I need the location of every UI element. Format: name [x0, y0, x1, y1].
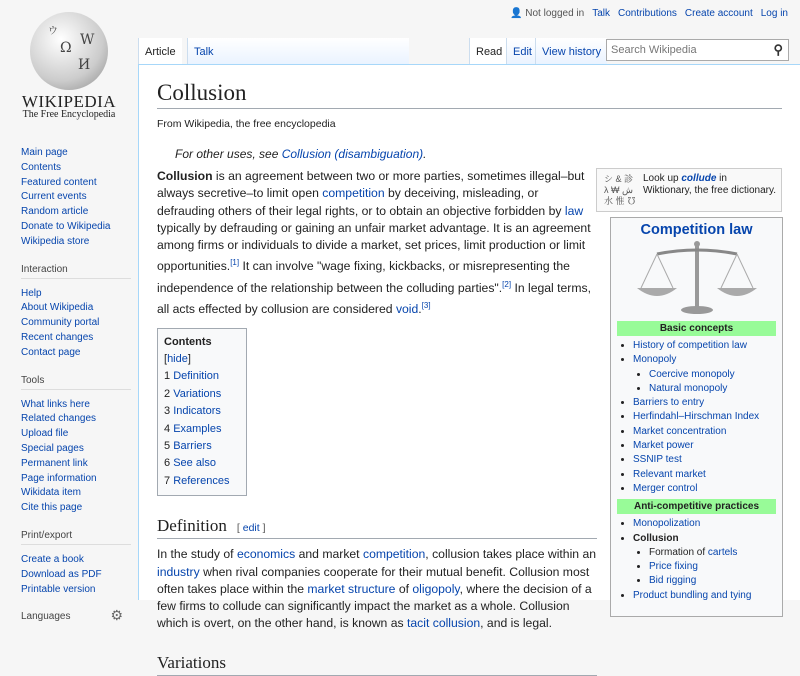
tab-talk-label: Talk: [194, 46, 214, 58]
toc-title: Contents: [164, 335, 212, 348]
sidebar-item[interactable]: Contact page: [21, 346, 81, 358]
sidebar-item[interactable]: Create a book: [21, 553, 84, 565]
log-in-link[interactable]: Log in: [760, 8, 788, 19]
sidebar-item[interactable]: Contents: [21, 161, 62, 173]
tabs: [138, 36, 800, 64]
tools-heading: Tools: [21, 375, 131, 390]
sidebar-item[interactable]: Main page: [21, 147, 68, 158]
infobox-link[interactable]: Merger control: [633, 482, 698, 494]
infobox-title[interactable]: Competition law: [640, 222, 753, 238]
infobox-item: [633, 396, 776, 410]
tagline: The Free Encyclopedia: [22, 109, 116, 120]
scales-of-justice-icon: [617, 238, 776, 318]
text: .: [423, 147, 427, 161]
toc-link[interactable]: References: [173, 474, 230, 487]
toc-item[interactable]: [164, 421, 240, 438]
link[interactable]: economics: [236, 547, 296, 562]
status-text: Not logged in: [525, 8, 585, 19]
text: In legal terms, all acts effected by collusion are considered: [157, 280, 591, 317]
toc-item[interactable]: [164, 403, 240, 420]
infobox-link[interactable]: Natural monopoly: [649, 382, 728, 394]
sidebar-item[interactable]: Random article: [21, 206, 89, 218]
toc-link[interactable]: Indicators: [173, 405, 221, 418]
text: of: [395, 581, 413, 596]
toc-number: 7: [164, 474, 171, 487]
wikipedia-logo[interactable]: [0, 0, 138, 130]
sidebar-item[interactable]: Help: [21, 287, 42, 299]
globe-icon: Ω W И ウ: [30, 12, 108, 90]
text: , and is legal.: [480, 616, 552, 631]
sidebar: [21, 146, 131, 633]
group-header-anti-competitive-practices: Anti-competitive practices: [617, 499, 776, 514]
infobox-item: [633, 425, 776, 439]
wikt-post: in Wiktionary, the free dictionary.: [643, 173, 777, 196]
text: typically by defrauding or gaining an unfair market advantage. It is an agreement among firms or individuals to divide a market, set prices, limit production or limit opportunities.: [157, 220, 591, 274]
text: In the study of: [157, 547, 237, 562]
definition-heading: Definition [ edit ]: [157, 516, 597, 539]
wiktionary-box: [596, 168, 782, 212]
group-header-basic-concepts: Basic concepts: [617, 321, 776, 336]
sidebar-item[interactable]: Page information: [21, 472, 97, 484]
toc-number: 2: [164, 387, 171, 400]
sidebar-item[interactable]: About Wikipedia: [21, 302, 94, 314]
infobox-item: [649, 368, 776, 382]
link[interactable]: industry: [157, 564, 200, 579]
infobox-link[interactable]: Relevant market: [633, 468, 706, 480]
sidebar-item[interactable]: Permanent link: [21, 457, 88, 469]
wiktionary-link[interactable]: collude: [681, 173, 717, 184]
infobox-item: [633, 339, 776, 353]
infobox-link[interactable]: History of competition law: [633, 340, 747, 351]
text: .: [418, 302, 422, 317]
content: [138, 64, 800, 672]
personal-tools: [510, 8, 788, 19]
site-sub: From Wikipedia, the free encyclopedia: [157, 118, 336, 130]
infobox-link[interactable]: Market power: [633, 440, 694, 452]
toc-number: 3: [164, 405, 171, 418]
gear-icon[interactable]: ⚙: [110, 607, 123, 624]
infobox-link[interactable]: Price fixing: [649, 561, 698, 573]
interaction-heading: Interaction: [21, 264, 131, 279]
infobox-item: [633, 468, 776, 482]
infobox-link[interactable]: Product bundling and tying: [633, 589, 752, 601]
sidebar-item[interactable]: Community portal: [21, 317, 100, 329]
sidebar-item[interactable]: Printable version: [21, 583, 96, 595]
tab-view-history[interactable]: View history: [535, 38, 607, 64]
toc-link[interactable]: Variations: [173, 387, 222, 400]
text: For other uses, see: [175, 147, 282, 161]
link[interactable]: Collusion (disambiguation): [281, 147, 424, 161]
sidebar-item[interactable]: Special pages: [21, 442, 84, 454]
infobox-item: [633, 482, 776, 496]
variations-heading: Variations: [157, 653, 597, 676]
sidebar-item[interactable]: Donate to Wikipedia: [21, 220, 111, 232]
table-of-contents: Contents [hide] 1 Definition 2 Variations 3 Indicators 4 Examples 5 Barriers 6 See also 7 References: [157, 328, 247, 497]
tab-article[interactable]: Article: [138, 38, 182, 64]
languages-heading: [21, 607, 131, 625]
infobox-link[interactable]: Coercive monopoly: [649, 368, 735, 380]
text: , collusion takes place within an: [425, 547, 597, 562]
sidebar-item[interactable]: Current events: [21, 191, 87, 203]
sidebar-item[interactable]: Download as PDF: [21, 568, 102, 580]
infobox-link[interactable]: Bid rigging: [649, 575, 697, 587]
wordmark: WIKIPEDIA: [21, 92, 117, 111]
intro-paragraph: [157, 168, 597, 319]
infobox-item: [649, 560, 776, 574]
link[interactable]: competition: [322, 186, 385, 201]
definition-paragraph: [157, 546, 597, 632]
infobox-item: [649, 546, 776, 560]
infobox-item: [633, 439, 776, 453]
toc-item[interactable]: [164, 368, 240, 385]
infobox-link[interactable]: Monopolization: [633, 518, 701, 530]
sidebar-item[interactable]: Wikipedia store: [21, 235, 90, 247]
create-account-link[interactable]: Create account: [684, 8, 753, 19]
wikt-pre: Look up: [643, 173, 682, 184]
link[interactable]: oligopoly: [412, 581, 460, 596]
text: It can involve "wage fixing, kickbacks, or misrepresenting the independence of the relationship between the colluding parties".: [157, 259, 570, 295]
citation-link[interactable]: [2]: [502, 279, 512, 289]
toc-link[interactable]: Barriers: [173, 440, 212, 452]
wiktionary-icon: シ & 診 λ ₩ ش 水 惟 ℧: [604, 174, 637, 206]
languages-label: Languages: [21, 611, 71, 623]
infobox-item: [649, 574, 776, 588]
search-icon[interactable]: ⚲: [773, 42, 783, 57]
infobox-link[interactable]: Barriers to entry: [633, 397, 705, 409]
text: when rival companies cooperate for their mutual benefit. Collusion most often takes place within the: [157, 564, 590, 596]
infobox-item: [633, 353, 776, 367]
infobox-item: [633, 410, 776, 424]
sidebar-item[interactable]: Recent changes: [21, 331, 94, 343]
infobox-item: [633, 517, 776, 531]
infobox-item: [633, 589, 776, 603]
toc-number: 6: [164, 457, 171, 470]
infobox-link[interactable]: Herfindahl–Hirschman Index: [633, 411, 760, 423]
text: and market: [295, 547, 363, 562]
link[interactable]: tacit collusion: [406, 616, 481, 631]
toc-item[interactable]: [164, 455, 240, 472]
contributions-link[interactable]: Contributions: [618, 8, 677, 19]
hatnote: [175, 147, 782, 161]
toc-number: 4: [164, 422, 171, 435]
sidebar-item[interactable]: What links here: [21, 398, 90, 410]
text: , where the decision of a few firms to collude can significantly impact the market as a whole. Collusion which is overt, on the other hand, is known as: [157, 581, 592, 631]
definition-heading-text: Definition: [157, 516, 227, 536]
sidebar-item[interactable]: Wikidata item: [21, 487, 82, 499]
bold-term: Collusion: [157, 169, 213, 183]
current-page-item: Collusion: [633, 532, 679, 544]
infobox-item: [633, 532, 776, 546]
sidebar-item[interactable]: Related changes: [21, 413, 97, 425]
link[interactable]: market structure: [307, 581, 396, 596]
infobox-item: [649, 382, 776, 396]
infobox-link[interactable]: Formation of cartels: [649, 546, 738, 558]
link[interactable]: law: [564, 203, 584, 218]
toc-hide-link[interactable]: hide: [167, 352, 188, 365]
print-heading: Print/export: [21, 530, 131, 545]
infobox-item: [633, 453, 776, 467]
sidebar-item[interactable]: Upload file: [21, 428, 69, 440]
link[interactable]: competition: [362, 547, 426, 562]
tab-edit[interactable]: Edit: [506, 38, 538, 64]
toc-link[interactable]: Examples: [173, 422, 222, 435]
infobox-link[interactable]: Market concentration: [633, 425, 727, 437]
infobox-link[interactable]: Monopoly: [633, 354, 677, 366]
toc-number: 1: [164, 370, 171, 383]
not-logged-in: 👤 Not logged in: [510, 8, 585, 19]
toc-link[interactable]: See also: [173, 457, 216, 470]
sidebar-item[interactable]: Featured content: [21, 176, 97, 188]
toc-item[interactable]: [164, 473, 240, 490]
page-title: Collusion: [157, 80, 782, 109]
text: by deceiving, misleading, or defrauding others of their legal rights, or to obtain an objective forbidden by: [157, 186, 565, 218]
talk-link[interactable]: Talk: [592, 8, 610, 19]
toc-number: 5: [164, 440, 171, 452]
competition-law-infobox: [610, 217, 783, 617]
text: is an agreement between two or more parties, sometimes illegal–but always secretive–to limit open: [157, 169, 585, 201]
search-placeholder: Search Wikipedia: [611, 44, 697, 56]
edit-section-link[interactable]: edit: [242, 522, 260, 535]
sidebar-item[interactable]: Cite this page: [21, 502, 83, 514]
tab-talk[interactable]: [187, 38, 409, 64]
toc-link[interactable]: Definition: [173, 370, 220, 383]
link[interactable]: void: [395, 302, 419, 317]
infobox-link[interactable]: SSNIP test: [633, 454, 682, 466]
citation-link[interactable]: [3]: [421, 301, 431, 311]
citation-link[interactable]: [1]: [230, 258, 240, 268]
toc-item[interactable]: [164, 438, 240, 455]
toc-item[interactable]: [164, 386, 240, 403]
tab-read[interactable]: Read: [469, 38, 508, 64]
search-input[interactable]: [606, 39, 789, 61]
